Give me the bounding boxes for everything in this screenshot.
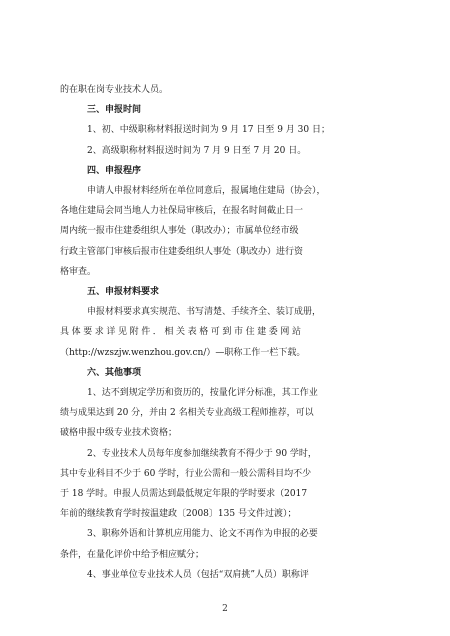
body-line: 各地住建局会同当地人力社保局审核后，在报名时间截止日一 [60, 206, 304, 217]
body-line: 1、初、中级职称材料报送时间为 9 月 17 日至 9 月 30 日； [87, 125, 330, 136]
body-line: 申报材料要求真实规范、书写清楚、手续齐全、装订成册， [87, 307, 322, 318]
body-line: 年前的继续教育学时按温建政〔2008〕135 号文件过渡）； [60, 509, 297, 520]
body-line: 1、达不到规定学历和资历的，按量化评分标准，其工作业 [87, 388, 318, 398]
body-line-website-link: （http://wzszjw.wenzhou.gov.cn/）—职称工作一栏下载。 [60, 347, 306, 358]
body-line: 周内统一报市住建委组织人事处（职改办）；市属单位经市级 [60, 226, 299, 237]
body-line: 绩与成果达到 20 分，并由 2 名相关专业高级工程师推荐，可以 [60, 408, 314, 419]
body-line: 其中专业科目不少于 60 学时，行业公需和一般公需科目均不少 [60, 468, 312, 479]
body-line: 于 18 学时。申报人员需达到最低规定年限的学时要求（2017 [60, 489, 308, 499]
section-heading-application-procedure: 四、申报程序 [87, 165, 142, 176]
body-line: 条件，在量化评价中给予相应赋分； [60, 549, 205, 560]
body-line: 3、职称外语和计算机应用能力、论文不再作为申报的必要 [87, 529, 318, 540]
body-line: 行政主管部门审核后报市住建委组织人事处（职改办）进行资 [60, 246, 304, 257]
body-line: 申请人申报材料经所在单位同意后，报属地住建局（协会）， [87, 186, 326, 196]
body-line: 破格申报中级专业技术资格； [60, 428, 178, 439]
section-heading-other-matters: 六、其他事项 [87, 367, 142, 378]
body-line: 2、专业技术人员每年度参加继续教育不得少于 90 学时， [87, 448, 317, 459]
body-line: 2、高级职称材料报送时间为 7 月 9 日至 7 月 20 日。 [87, 145, 307, 156]
section-heading-application-time: 三、申报时间 [87, 105, 142, 116]
body-line: 格审查。 [60, 266, 97, 277]
body-line: 具体要求详见附件．相关表格可到市住建委网站 [60, 327, 304, 338]
body-line: 的在职在岗专业技术人员。 [60, 85, 169, 95]
section-heading-material-requirements: 五、申报材料要求 [87, 287, 160, 297]
page-number: 2 [222, 604, 228, 614]
body-line: 4、事业单位专业技术人员（包括“双肩挑”人员）职称评 [87, 569, 309, 580]
